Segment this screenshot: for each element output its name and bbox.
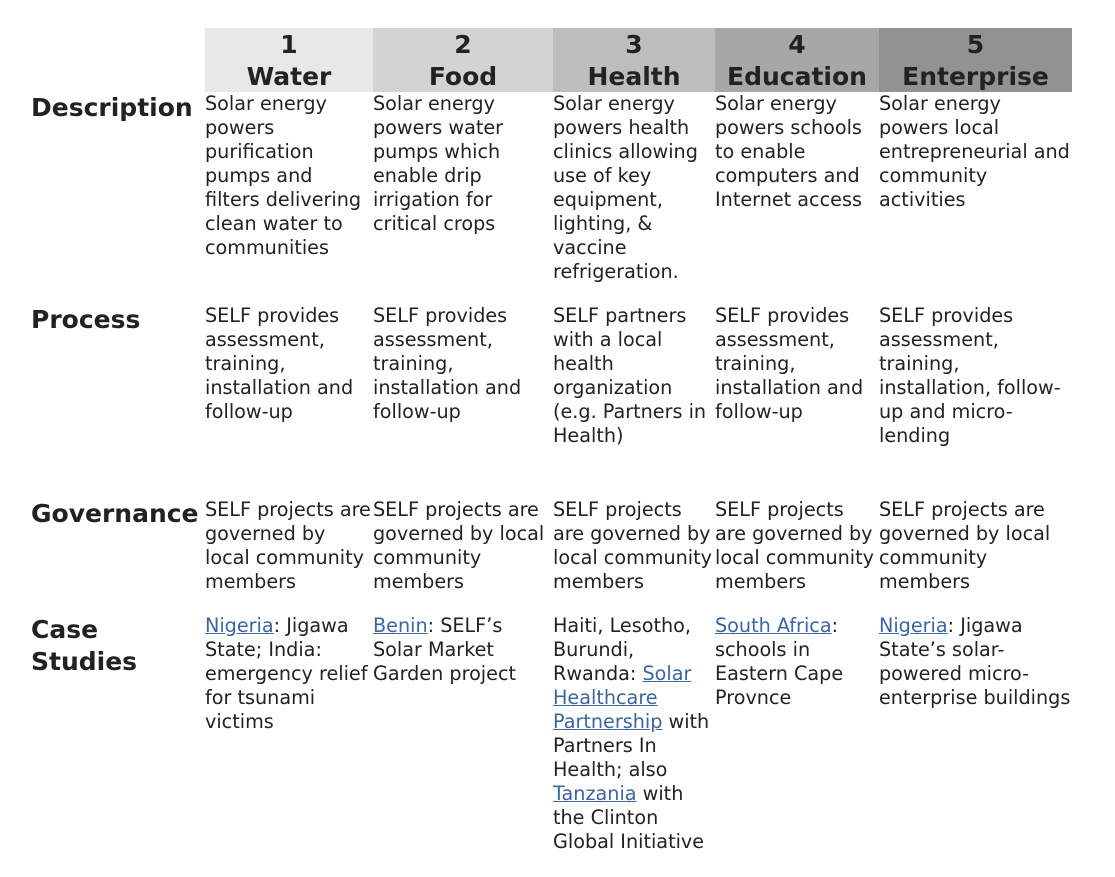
case-link-tanzania[interactable]: Tanzania: [553, 782, 637, 805]
row-label-case-studies: Case Studies: [31, 615, 138, 676]
case-text: : Jigawa State; India: emergency relief for tsunami victims: [205, 614, 368, 733]
case-link-nigeria-enterprise[interactable]: Nigeria: [879, 614, 948, 637]
row-process: [31, 304, 1072, 464]
column-header-water: [205, 28, 373, 92]
column-header-health: [553, 28, 715, 92]
cell-process-food: SELF provides assessment, training, installation and follow-up: [373, 304, 522, 423]
row-label-description: Description: [31, 93, 193, 122]
cell-description-water: Solar energy powers purification pumps and filters delivering clean water to communities: [205, 92, 362, 259]
case-text: : schools in Eastern Cape Provnce: [715, 614, 844, 709]
cell-process-health: SELF partners with a local health organization (e.g. Partners in Health): [553, 304, 707, 447]
column-number: 2: [454, 30, 472, 59]
cell-governance-education: SELF projects are governed by local community members: [715, 498, 875, 593]
column-number: 1: [280, 30, 298, 59]
cell-process-enterprise: SELF provides assessment, training, installation, follow-up and micro-lending: [879, 304, 1061, 447]
cell-governance-water: SELF projects are governed by local community members: [205, 498, 371, 593]
column-name: Enterprise: [902, 62, 1049, 91]
cell-description-enterprise: Solar energy powers local entrepreneurial and community activities: [879, 92, 1070, 211]
column-header-education: [715, 28, 879, 92]
column-number: 5: [966, 30, 985, 59]
column-number: 4: [788, 30, 806, 59]
cell-case-studies-education: [714, 614, 878, 710]
row-case-studies: [31, 614, 1072, 864]
cell-governance-health: SELF projects are governed by local community members: [553, 498, 713, 593]
case-text: Haiti, Lesotho, Burundi, Rwanda:: [553, 614, 691, 685]
cell-description-health: Solar energy powers health clinics allowing use of key equipment, lighting, & vaccine refrigeration.: [553, 92, 698, 283]
case-text: : SELF’s Solar Market Garden project: [373, 614, 517, 685]
row-description: [31, 92, 1072, 292]
column-header-food: [373, 28, 553, 92]
solutions-table: [31, 28, 1072, 853]
case-text: : Jigawa State’s solar-powered micro-enterprise buildings: [879, 614, 1071, 709]
cell-governance-food: SELF projects are governed by local community members: [373, 498, 545, 593]
row-label-process: Process: [31, 305, 141, 334]
case-link-solar-healthcare-partnership[interactable]: Solar Healthcare Partnership: [553, 662, 692, 733]
column-name: Food: [428, 62, 498, 91]
cell-case-studies-health: [552, 614, 714, 854]
cell-case-studies-food: [372, 614, 552, 686]
cell-process-water: SELF provides assessment, training, installation and follow-up: [205, 304, 354, 423]
column-number: 3: [625, 30, 643, 59]
case-link-nigeria[interactable]: Nigeria: [205, 614, 274, 637]
column-header-enterprise: [879, 28, 1072, 92]
cell-case-studies-enterprise: [878, 614, 1071, 710]
cell-process-education: SELF provides assessment, training, installation and follow-up: [715, 304, 864, 423]
cell-description-education: Solar energy powers schools to enable computers and Internet access: [715, 92, 862, 211]
row-label-governance: Governance: [31, 499, 199, 528]
header-row: [31, 28, 1072, 92]
column-name: Education: [727, 62, 867, 91]
case-text: with the Clinton Global Initiative: [553, 782, 705, 853]
case-link-south-africa[interactable]: South Africa: [715, 614, 832, 637]
cell-description-food: Solar energy powers water pumps which enable drip irrigation for critical crops: [373, 92, 504, 235]
cell-case-studies-water: [204, 614, 372, 734]
column-name: Water: [246, 62, 332, 91]
column-name: Health: [587, 62, 681, 91]
case-text: with Partners In Health; also: [553, 710, 710, 781]
case-link-benin[interactable]: Benin: [373, 614, 428, 637]
cell-governance-enterprise: SELF projects are governed by local community members: [879, 498, 1051, 593]
row-governance: [31, 498, 1072, 598]
